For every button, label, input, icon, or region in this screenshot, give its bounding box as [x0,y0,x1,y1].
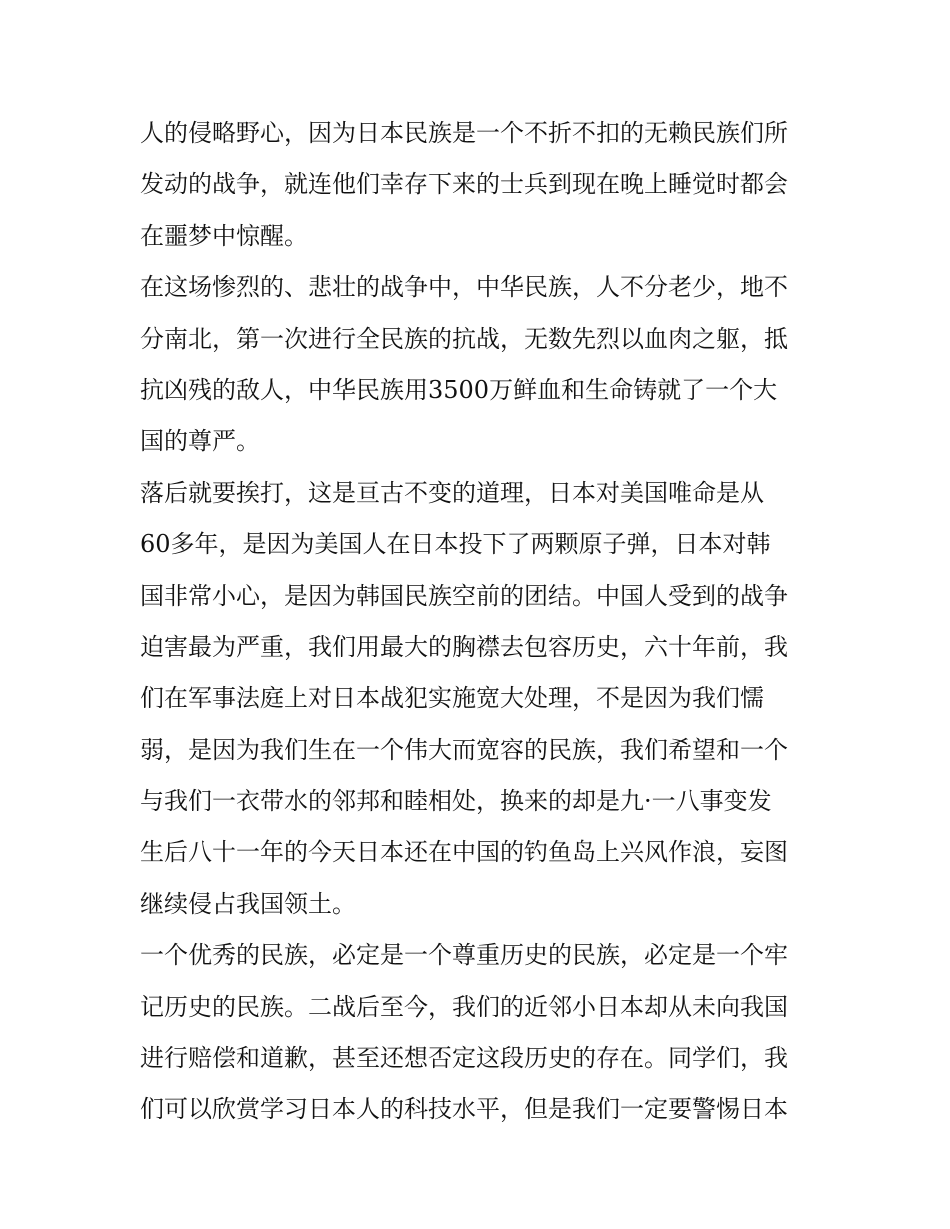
text-line: 人的侵略野心，因为日本民族是一个不折不扣的无赖民族们所 [140,119,788,147]
text-line: 抗凶残的敌人，中华民族用3500万鲜血和生命铸就了一个大 [140,375,778,404]
text-line: 在噩梦中惊醒。 [140,221,308,250]
text-line: 发动的战争，就连他们幸存下来的士兵到现在晚上睡觉时都会 [140,170,788,199]
text-line: 在这场惨烈的、悲壮的战争中，中华民族，人不分老少，地不 [140,273,788,302]
document-body [140,108,815,1136]
text-line: 们在军事法庭上对日本战犯实施宽大处理，不是因为我们懦 [140,684,764,713]
text-line: 记历史的民族。二战后至今，我们的近邻小日本却从未向我国 [140,992,788,1021]
text-line: 们可以欣赏学习日本人的科技水平，但是我们一定要警惕日本 [140,1095,788,1124]
text-line: 60多年，是因为美国人在日本投下了两颗原子弹，日本对韩 [140,530,771,559]
text-line: 弱，是因为我们生在一个伟大而宽容的民族，我们希望和一个 [140,735,788,764]
text-line: 分南北，第一次进行全民族的抗战，无数先烈以血肉之躯，抵 [140,324,788,353]
text-line: 继续侵占我国领土。 [140,889,356,918]
text-line: 落后就要挨打，这是亘古不变的道理，日本对美国唯命是从 [140,478,764,507]
text-line: 一个优秀的民族，必定是一个尊重历史的民族，必定是一个牢 [140,941,788,970]
text-line: 迫害最为严重，我们用最大的胸襟去包容历史，六十年前，我 [140,632,788,661]
text-line: 国的尊严。 [140,427,260,456]
text-line: 生后八十一年的今天日本还在中国的钓鱼岛上兴风作浪，妄图 [140,838,788,867]
text-line: 进行赔偿和道歉，甚至还想否定这段历史的存在。同学们，我 [140,1044,788,1073]
text-line: 国非常小心，是因为韩国民族空前的团结。中国人受到的战争 [140,581,788,610]
text-line: 与我们一衣带水的邻邦和睦相处，换来的却是九·一八事变发 [140,787,772,816]
